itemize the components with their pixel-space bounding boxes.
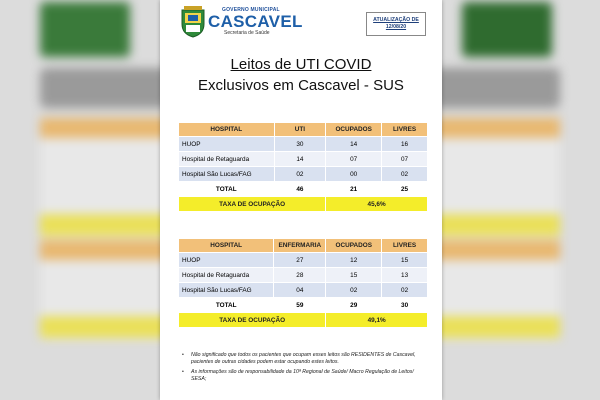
table-row: [179, 152, 428, 167]
col-header-hospital: HOSPITAL: [179, 239, 274, 253]
document-header: [160, 0, 442, 44]
occupancy-rate-label: TAXA DE OCUPAÇÃO: [179, 313, 326, 328]
cell-livres: 02: [382, 167, 428, 182]
secretariat-label: Secretaria de Saúde: [224, 30, 270, 36]
bullet-icon: •: [182, 352, 184, 358]
total-ocupados: 21: [326, 182, 382, 197]
cell-enfermaria: 04: [274, 283, 326, 298]
cell-ocupados: 02: [326, 283, 382, 298]
occupancy-rate-label: TAXA DE OCUPAÇÃO: [179, 197, 326, 212]
table-row: [179, 283, 428, 298]
table-row: [179, 268, 428, 283]
table-header-row: [179, 239, 428, 253]
cell-ocupados: 00: [326, 167, 382, 182]
total-ocupados: 29: [326, 298, 382, 313]
cell-enfermaria: 27: [274, 253, 326, 268]
cell-ocupados: 14: [326, 137, 382, 152]
document-title: [160, 54, 442, 96]
cell-hospital: Hospital de Retaguarda: [179, 152, 275, 167]
uti-table: [178, 122, 428, 212]
cell-uti: 02: [274, 167, 326, 182]
col-header-uti: UTI: [274, 123, 326, 137]
bullet-icon: •: [182, 368, 184, 375]
table-row: [179, 253, 428, 268]
cell-ocupados: 07: [326, 152, 382, 167]
city-name: CASCAVEL: [208, 12, 303, 31]
footnote-text: As informações são de responsabilidade da 10ª Regional de Saúde/ Macro Regulação de Leitos/ SESA;: [191, 368, 414, 383]
cell-hospital: HUOP: [179, 253, 274, 268]
update-box: [366, 12, 426, 36]
cell-ocupados: 15: [326, 268, 382, 283]
total-label: TOTAL: [179, 182, 275, 197]
update-label: ATUALIZAÇÃO DE: [373, 17, 419, 23]
col-header-hospital: HOSPITAL: [179, 123, 275, 137]
total-label: TOTAL: [179, 298, 274, 313]
cell-uti: 14: [274, 152, 326, 167]
cell-hospital: HUOP: [179, 137, 275, 152]
enfermaria-table: [178, 238, 428, 328]
blurred-logo-right: [462, 2, 552, 57]
col-header-ocupados: OCUPADOS: [326, 123, 382, 137]
table-row: [179, 137, 428, 152]
document-page: [160, 0, 442, 400]
footnote-text: Não significado que todos os pacientes que ocupam esses leitos são RESIDENTES de Cascavel, pacientes de outras cidades podem estar ocupando estes leitos.: [191, 352, 416, 366]
occupancy-rate-value: 45,6%: [326, 197, 428, 212]
cell-livres: 07: [382, 152, 428, 167]
occupancy-rate-value: 49,1%: [326, 313, 428, 328]
total-uti: 46: [274, 182, 326, 197]
cell-livres: 16: [382, 137, 428, 152]
title-line-2: Exclusivos em Cascavel - SUS: [198, 77, 404, 94]
update-date: 12/08/20: [385, 24, 407, 30]
cell-hospital: Hospital São Lucas/FAG: [179, 167, 275, 182]
title-line-1: Leitos de UTI COVID: [230, 56, 372, 73]
cell-livres: 02: [382, 283, 428, 298]
col-header-livres: LIVRES: [382, 239, 428, 253]
col-header-livres: LIVRES: [382, 123, 428, 137]
cell-enfermaria: 28: [274, 268, 326, 283]
cell-livres: 15: [382, 253, 428, 268]
municipal-crest-icon: [180, 6, 206, 38]
cell-ocupados: 12: [326, 253, 382, 268]
occupancy-rate-row: [179, 197, 428, 212]
blurred-logo-left: [40, 2, 130, 57]
footnotes: [182, 352, 428, 386]
total-row: [179, 182, 428, 197]
cell-hospital: Hospital de Retaguarda: [179, 268, 274, 283]
cell-uti: 30: [274, 137, 326, 152]
table-header-row: [179, 123, 428, 137]
footnote-item: [182, 352, 428, 367]
total-row: [179, 298, 428, 313]
brand-block: [208, 7, 303, 36]
total-enfermaria: 59: [274, 298, 326, 313]
total-livres: 30: [382, 298, 428, 313]
table-row: [179, 167, 428, 182]
col-header-enfermaria: ENFERMARIA: [274, 239, 326, 253]
footnote-item: [182, 369, 428, 384]
gov-label: GOVERNO MUNICIPAL: [222, 7, 280, 13]
col-header-ocupados: OCUPADOS: [326, 239, 382, 253]
total-livres: 25: [382, 182, 428, 197]
occupancy-rate-row: [179, 313, 428, 328]
cell-livres: 13: [382, 268, 428, 283]
cell-hospital: Hospital São Lucas/FAG: [179, 283, 274, 298]
